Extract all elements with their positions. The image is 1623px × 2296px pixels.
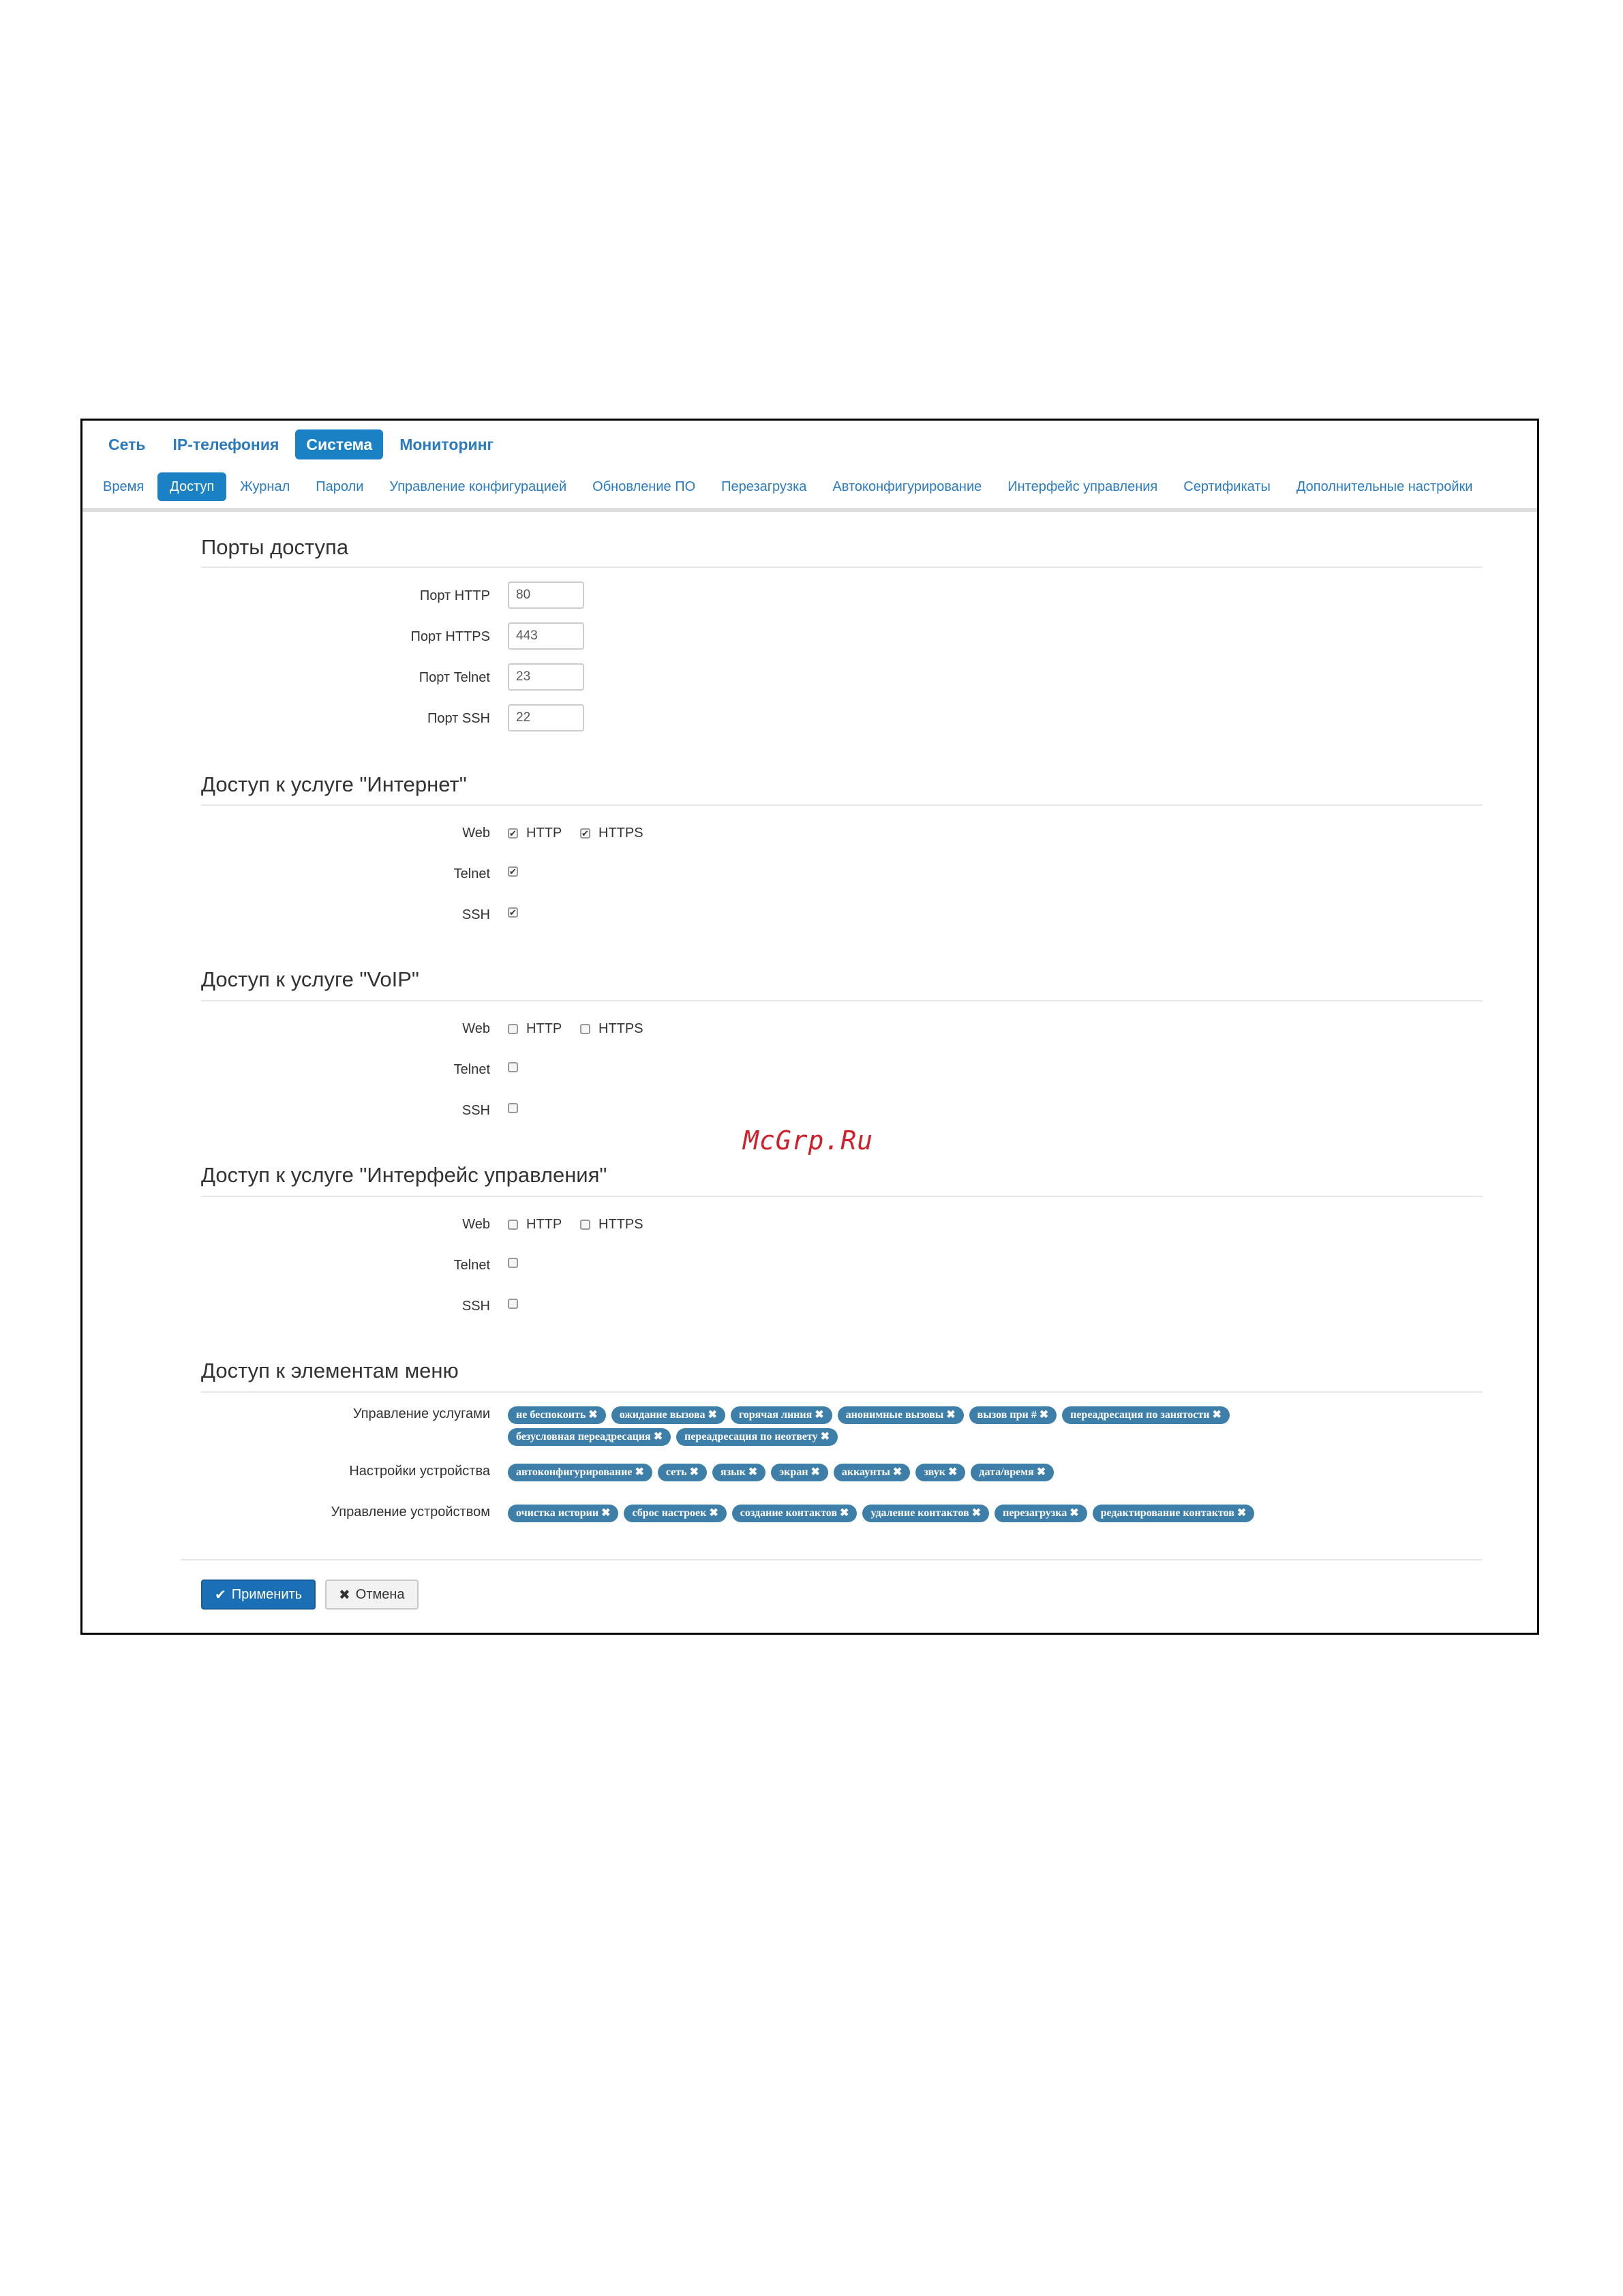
menu-tag [624, 1505, 726, 1522]
remove-tag-icon[interactable]: ✖ [588, 1409, 598, 1421]
voip-https-checkbox[interactable] [580, 1024, 590, 1034]
internet-https-checkbox[interactable]: ✔ [580, 828, 590, 839]
tab-reboot[interactable]: Перезагрузка [721, 479, 807, 494]
mgmt-https-label: HTTPS [598, 1217, 643, 1232]
voip-http-label: HTTP [526, 1021, 562, 1036]
apply-button[interactable] [201, 1580, 316, 1610]
device-management-tag-list [508, 1505, 1394, 1522]
menu-tag-label: переадресация по занятости [1070, 1409, 1210, 1421]
remove-tag-icon[interactable]: ✖ [1036, 1466, 1046, 1478]
mgmt-web-label: Web [462, 1217, 490, 1232]
remove-tag-icon[interactable]: ✖ [840, 1507, 849, 1519]
internet-ssh-option [508, 907, 518, 918]
menu-tag [995, 1505, 1087, 1522]
menu-tag-label: перезагрузка [1003, 1507, 1067, 1519]
http-port-label: Порт HTTP [419, 588, 490, 603]
voip-http-option [508, 1021, 562, 1037]
voip-https-option [580, 1021, 643, 1037]
menu-tag [732, 1505, 858, 1522]
remove-tag-icon[interactable]: ✖ [810, 1466, 820, 1478]
menu-tag [508, 1428, 671, 1446]
remove-tag-icon[interactable]: ✖ [1212, 1409, 1222, 1421]
voip-ssh-label: SSH [461, 1103, 490, 1118]
mgmt-https-checkbox[interactable] [580, 1220, 590, 1230]
menu-tag [838, 1406, 964, 1424]
internet-telnet-checkbox[interactable]: ✔ [508, 866, 518, 877]
device-settings-label: Настройки устройства [349, 1464, 490, 1479]
menu-tag [862, 1505, 989, 1522]
tab-autoconfig[interactable]: Автоконфигурирование [832, 479, 982, 494]
internet-http-label: HTTP [526, 826, 562, 841]
section-title-voip: Доступ к услуге "VoIP" [201, 967, 419, 991]
voip-https-label: HTTPS [598, 1021, 643, 1036]
menu-tag [676, 1428, 838, 1446]
menu-tag-label: переадресация по неответу [684, 1431, 818, 1442]
cancel-button[interactable] [325, 1580, 419, 1610]
menu-tag [834, 1464, 910, 1481]
tab-certificates[interactable]: Сертификаты [1183, 479, 1271, 494]
remove-tag-icon[interactable]: ✖ [689, 1466, 699, 1478]
menu-tag-label: сброс настроек [632, 1507, 707, 1519]
voip-http-checkbox[interactable] [508, 1024, 518, 1034]
menu-tag [611, 1406, 725, 1424]
internet-https-option [580, 826, 643, 841]
menu-tag [1062, 1406, 1230, 1424]
menu-tag-label: не беспокоить [516, 1409, 586, 1421]
menu-tag [712, 1464, 765, 1481]
remove-tag-icon[interactable]: ✖ [820, 1431, 830, 1442]
remove-tag-icon[interactable]: ✖ [947, 1466, 958, 1478]
section-divider [201, 1196, 1483, 1197]
menu-tag-label: очистка истории [516, 1507, 599, 1519]
section-divider [201, 804, 1483, 806]
voip-telnet-label: Telnet [453, 1062, 490, 1077]
services-label: Управление услугами [352, 1406, 490, 1421]
https-port-input[interactable] [508, 622, 584, 650]
cancel-button-label: Отмена [355, 1586, 405, 1602]
internet-http-checkbox[interactable]: ✔ [508, 828, 518, 839]
menu-tag [915, 1464, 965, 1481]
section-title-internet: Доступ к услуге "Интернет" [201, 772, 467, 796]
menu-tag [508, 1505, 618, 1522]
menu-tag [658, 1464, 707, 1481]
internet-web-label: Web [462, 826, 490, 841]
internet-ssh-checkbox[interactable]: ✔ [508, 907, 518, 918]
tab-access[interactable]: Доступ [157, 472, 226, 501]
remove-tag-icon[interactable]: ✖ [946, 1409, 956, 1421]
menu-tag [508, 1464, 652, 1481]
device-settings-tag-list [508, 1464, 1394, 1481]
remove-tag-icon[interactable]: ✖ [815, 1409, 824, 1421]
mgmt-telnet-label: Telnet [453, 1258, 490, 1273]
section-divider [201, 1391, 1483, 1393]
menu-tag-label: анонимные вызовы [845, 1409, 944, 1421]
watermark-text: McGrp.Ru [743, 1126, 874, 1155]
remove-tag-icon[interactable]: ✖ [748, 1466, 758, 1478]
device-management-label: Управление устройством [331, 1505, 490, 1520]
menu-tag [731, 1406, 832, 1424]
sub-navigation [91, 471, 1485, 502]
menu-tag-label: звук [924, 1466, 945, 1478]
remove-tag-icon[interactable]: ✖ [635, 1466, 644, 1478]
ssh-port-label: Порт SSH [427, 711, 490, 726]
menu-tag [1093, 1505, 1255, 1522]
close-icon: ✖ [339, 1587, 350, 1603]
http-port-input[interactable] [508, 581, 584, 609]
menu-tag-label: экран [779, 1466, 808, 1478]
app-window [80, 419, 1539, 1635]
tab-firmware-update[interactable]: Обновление ПО [592, 479, 696, 494]
topnav-item-network[interactable]: Сеть [108, 436, 146, 453]
services-tag-list [508, 1406, 1394, 1446]
menu-tag-label: дата/время [979, 1466, 1034, 1478]
https-port-label: Порт HTTPS [410, 629, 490, 644]
voip-telnet-checkbox[interactable] [508, 1062, 518, 1072]
menu-tag-label: аккаунты [841, 1466, 890, 1478]
mgmt-ssh-label: SSH [461, 1299, 490, 1314]
tab-additional-settings[interactable]: Дополнительные настройки [1296, 479, 1473, 494]
topnav-item-system[interactable]: Система [295, 429, 383, 459]
menu-tag [971, 1464, 1054, 1481]
subnav-divider [82, 508, 1537, 512]
voip-web-label: Web [462, 1021, 490, 1036]
section-divider [201, 567, 1483, 568]
internet-ssh-label: SSH [461, 907, 490, 922]
internet-https-label: HTTPS [598, 826, 643, 841]
internet-http-option [508, 826, 562, 841]
remove-tag-icon[interactable]: ✖ [601, 1507, 611, 1519]
menu-tag-label: ожидание вызова [619, 1409, 706, 1421]
top-navigation [97, 427, 504, 462]
voip-telnet-option [508, 1062, 518, 1072]
menu-tag-label: горячая линия [738, 1409, 813, 1421]
menu-tag-label: язык [721, 1466, 746, 1478]
telnet-port-label: Порт Telnet [419, 670, 490, 685]
mgmt-ssh-option [508, 1299, 518, 1309]
mgmt-ssh-checkbox[interactable] [508, 1299, 518, 1309]
remove-tag-icon[interactable]: ✖ [1070, 1507, 1079, 1519]
telnet-port-input[interactable] [508, 663, 584, 691]
apply-button-label: Применить [231, 1586, 303, 1602]
section-divider [201, 1000, 1483, 1001]
tab-time[interactable]: Время [103, 479, 145, 494]
internet-telnet-label: Telnet [453, 866, 490, 881]
remove-tag-icon[interactable]: ✖ [653, 1431, 663, 1442]
topnav-item-monitoring[interactable]: Мониторинг [399, 436, 494, 453]
mgmt-https-option [580, 1217, 643, 1233]
menu-tag-label: автоконфигурирование [516, 1466, 633, 1478]
mgmt-telnet-checkbox[interactable] [508, 1258, 518, 1268]
tab-management-interface[interactable]: Интерфейс управления [1007, 479, 1158, 494]
section-title-menu: Доступ к элементам меню [201, 1359, 459, 1383]
remove-tag-icon[interactable]: ✖ [971, 1507, 982, 1519]
section-title-ports: Порты доступа [201, 535, 349, 559]
remove-tag-icon[interactable]: ✖ [709, 1507, 718, 1519]
mgmt-telnet-option [508, 1258, 518, 1268]
mgmt-http-option [508, 1217, 562, 1233]
section-title-management: Доступ к услуге "Интерфейс управления" [201, 1163, 607, 1187]
tab-config-management[interactable]: Управление конфигурацией [389, 479, 567, 494]
menu-tag-label: создание контактов [740, 1507, 838, 1519]
check-icon: ✔ [215, 1587, 226, 1603]
voip-ssh-option [508, 1103, 518, 1113]
menu-tag-label: удаление контактов [870, 1507, 969, 1519]
menu-tag-label: вызов при # [977, 1409, 1037, 1421]
remove-tag-icon[interactable]: ✖ [892, 1466, 902, 1478]
menu-tag-label: сеть [665, 1466, 687, 1478]
remove-tag-icon[interactable]: ✖ [1039, 1409, 1049, 1421]
remove-tag-icon[interactable]: ✖ [708, 1409, 717, 1421]
menu-tag [969, 1406, 1057, 1424]
topnav-item-ip-telephony[interactable]: IP-телефония [172, 436, 279, 453]
menu-tag [771, 1464, 828, 1481]
ssh-port-input[interactable] [508, 704, 584, 731]
tab-log[interactable]: Журнал [240, 479, 290, 494]
voip-ssh-checkbox[interactable] [508, 1103, 518, 1113]
menu-tag-label: редактирование контактов [1100, 1507, 1234, 1519]
internet-telnet-option [508, 866, 518, 877]
menu-tag-label: безусловная переадресация [516, 1431, 651, 1442]
form-footer-divider [181, 1559, 1483, 1560]
mgmt-http-label: HTTP [526, 1217, 562, 1232]
mgmt-http-checkbox[interactable] [508, 1220, 518, 1230]
remove-tag-icon[interactable]: ✖ [1237, 1507, 1247, 1519]
menu-tag [508, 1406, 606, 1424]
tab-passwords[interactable]: Пароли [316, 479, 364, 494]
